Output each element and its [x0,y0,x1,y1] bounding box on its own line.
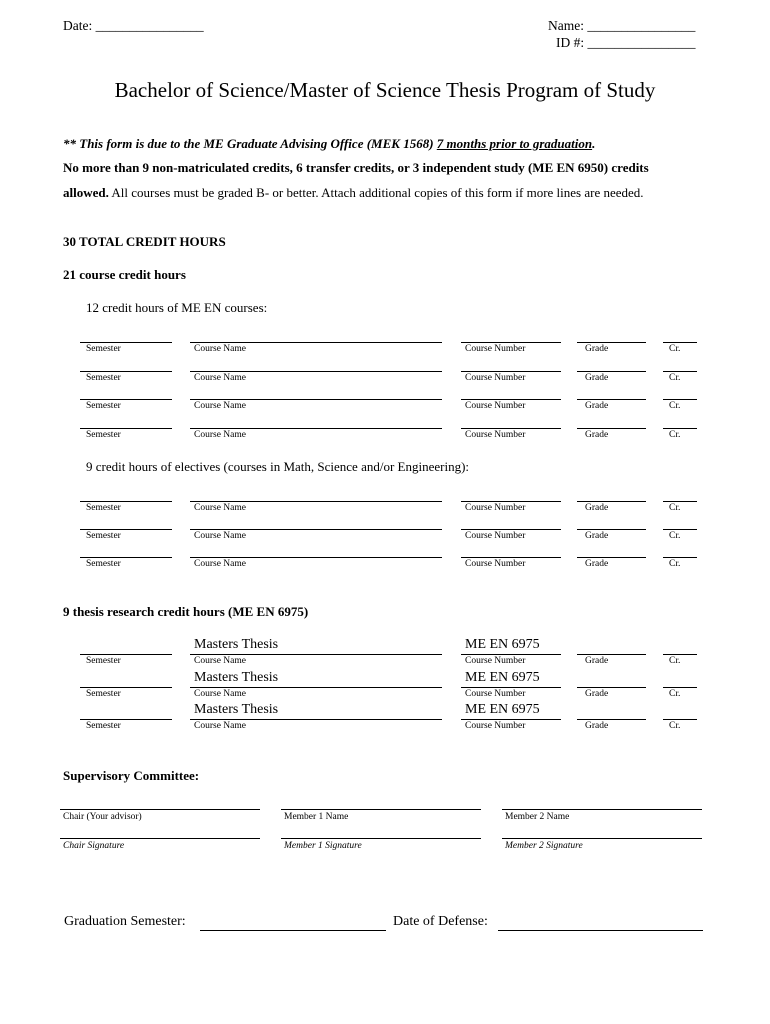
elective-row-1-semester-field[interactable] [80,501,172,502]
elective-row-2-course-name-label: Course Name [194,531,246,541]
thesis-row-1-course-name-field[interactable] [190,654,442,655]
elective-row-1-course-name-label: Course Name [194,503,246,513]
thesis-row-3-grade-label: Grade [585,721,609,731]
meen-row-2-semester-label: Semester [86,372,121,383]
date-field-label: Date: ________________ [63,18,204,33]
meen-row-4-credits-label: Cr. [669,429,681,440]
thesis-row-3-credits-label: Cr. [669,721,681,731]
thesis-row-1-course-number-label: Course Number [465,656,526,666]
thesis-row-1-credits-label: Cr. [669,656,681,666]
thesis-row-1-course-number-value: ME EN 6975 [465,637,540,652]
chair-name-line[interactable] [60,809,260,810]
meen-row-4-grade-label: Grade [585,429,609,440]
elective-row-1-grade-field[interactable] [577,501,646,502]
name-field-label: Name: ________________ [548,18,696,33]
thesis-row-3-course-name-field[interactable] [190,719,442,720]
meen-row-1-grade-field[interactable] [577,342,646,343]
meen-row-1-credits-field[interactable] [663,342,697,343]
elective-row-3-semester-label: Semester [86,559,121,569]
allowed-bold: allowed. [63,185,109,200]
elective-row-3-credits-field[interactable] [663,557,697,558]
due-notice-text: ** This form is due to the ME Graduate Advising Office (MEK 1568) [63,136,437,151]
meen-row-1-course-name-label: Course Name [194,344,246,354]
member1-name-line[interactable] [281,809,481,810]
meen-row-2-course-number-label: Course Number [465,372,526,383]
elective-row-3-grade-label: Grade [585,559,609,569]
defense-date-label: Date of Defense: [393,914,488,929]
committee-heading: Supervisory Committee: [63,768,200,783]
thesis-row-3-course-name-label: Course Name [194,721,246,731]
thesis-row-2-course-number-field[interactable] [461,687,561,688]
meen-row-3-grade-field[interactable] [577,399,646,400]
elective-row-1-course-name-field[interactable] [190,501,442,502]
thesis-row-3-course-number-label: Course Number [465,721,526,731]
meen-row-1-course-name-field[interactable] [190,342,442,343]
meen-row-3-grade-label: Grade [585,401,609,411]
id-field-label: ID #: ________________ [556,35,696,50]
total-credit-heading: 30 TOTAL CREDIT HOURS [63,234,226,249]
meen-row-4-course-name-field[interactable] [190,428,442,429]
elective-row-3-course-number-label: Course Number [465,559,526,569]
elective-row-2-credits-label: Cr. [669,531,681,541]
thesis-row-2-course-number-value: ME EN 6975 [465,669,540,685]
thesis-row-3-semester-field[interactable] [80,719,172,720]
member1-signature-label: Member 1 Signature [284,841,362,851]
thesis-row-3-grade-field[interactable] [577,719,646,720]
meen-row-4-course-number-label: Course Number [465,429,526,440]
credit-limits-line: No more than 9 non-matriculated credits, 6 transfer credits, or 3 independent study (ME EN 6950) credits [63,160,649,175]
elective-row-2-credits-field[interactable] [663,529,697,530]
member2-name-line[interactable] [502,809,702,810]
elective-row-1-credits-field[interactable] [663,501,697,502]
meen-row-4-course-number-field[interactable] [461,428,561,429]
meen-row-4-grade-field[interactable] [577,428,646,429]
thesis-row-3-credits-field[interactable] [663,719,697,720]
meen-row-2-credits-label: Cr. [669,372,681,383]
thesis-row-2-course-number-label: Course Number [465,688,526,699]
thesis-row-2-credits-label: Cr. [669,688,681,699]
due-deadline: 7 months prior to graduation [436,136,593,151]
meen-row-3-semester-label: Semester [86,401,121,411]
thesis-row-1-credits-field[interactable] [663,654,697,655]
thesis-row-2-course-name-field[interactable] [190,687,442,688]
meen-row-1-semester-label: Semester [86,344,121,354]
meen-row-1-grade-label: Grade [585,344,609,354]
thesis-row-1-course-number-field[interactable] [461,654,561,655]
thesis-row-1-course-name-label: Course Name [194,656,246,666]
member2-name-label: Member 2 Name [505,812,570,822]
thesis-row-2-grade-field[interactable] [577,687,646,688]
elective-row-2-course-number-label: Course Number [465,531,526,541]
elective-row-3-credits-label: Cr. [669,559,681,569]
meen-row-3-credits-label: Cr. [669,401,681,411]
elective-row-1-course-number-field[interactable] [461,501,561,502]
meen-row-2-course-number-field[interactable] [461,371,561,372]
thesis-row-3-course-number-value: ME EN 6975 [465,702,540,717]
meen-section-heading: 12 credit hours of ME EN courses: [86,300,268,315]
member1-signature-line[interactable] [281,838,481,839]
meen-row-2-semester-field[interactable] [80,371,172,372]
chair-signature-label: Chair Signature [63,841,125,851]
thesis-row-3-course-name-value: Masters Thesis [194,702,279,717]
meen-row-2-grade-label: Grade [585,372,609,383]
member2-signature-label: Member 2 Signature [505,841,583,851]
due-notice [63,136,595,152]
graduation-semester-label: Graduation Semester: [64,914,186,929]
meen-row-3-course-number-label: Course Number [465,401,526,411]
meen-row-1-course-number-label: Course Number [465,344,526,354]
thesis-row-1-semester-label: Semester [86,656,121,666]
meen-row-3-credits-field[interactable] [663,399,697,400]
elective-row-1-credits-label: Cr. [669,503,681,513]
meen-row-2-course-name-field[interactable] [190,371,442,372]
meen-row-3-course-name-label: Course Name [194,401,246,411]
meen-row-3-semester-field[interactable] [80,399,172,400]
thesis-row-2-semester-field[interactable] [80,687,172,688]
elective-row-1-semester-label: Semester [86,503,121,513]
due-notice-end: . [592,136,596,151]
elective-row-2-course-name-field[interactable] [190,529,442,530]
defense-date-line[interactable] [498,930,703,931]
member2-signature-line[interactable] [502,838,702,839]
meen-row-1-credits-label: Cr. [669,344,681,354]
meen-row-4-credits-field[interactable] [663,428,697,429]
elective-row-2-course-number-field[interactable] [461,529,561,530]
thesis-row-1-grade-label: Grade [585,656,609,666]
thesis-row-2-grade-label: Grade [585,688,609,699]
elective-row-2-grade-label: Grade [585,531,609,541]
elective-row-2-grade-field[interactable] [577,529,646,530]
chair-name-label: Chair (Your advisor) [63,812,142,822]
thesis-row-2-course-name-label: Course Name [194,688,246,699]
elective-row-3-semester-field[interactable] [80,557,172,558]
member1-name-label: Member 1 Name [284,812,349,822]
thesis-row-1-semester-field[interactable] [80,654,172,655]
meen-row-3-course-number-field[interactable] [461,399,561,400]
meen-row-4-course-name-label: Course Name [194,429,246,440]
elective-row-3-grade-field[interactable] [577,557,646,558]
graduation-semester-line[interactable] [200,930,386,931]
elective-section-heading: 9 credit hours of electives (courses in Math, Science and/or Engineering): [86,459,470,474]
meen-row-4-semester-field[interactable] [80,428,172,429]
thesis-row-2-credits-field[interactable] [663,687,697,688]
elective-row-1-grade-label: Grade [585,503,609,513]
elective-row-1-course-number-label: Course Number [465,503,526,513]
thesis-row-1-course-name-value: Masters Thesis [194,637,279,652]
thesis-row-1-grade-field[interactable] [577,654,646,655]
elective-row-3-course-name-label: Course Name [194,559,246,569]
meen-row-2-course-name-label: Course Name [194,372,246,383]
chair-signature-line[interactable] [60,838,260,839]
meen-row-4-semester-label: Semester [86,429,121,440]
meen-row-3-course-name-field[interactable] [190,399,442,400]
course-credit-heading: 21 course credit hours [63,267,186,282]
meen-row-2-grade-field[interactable] [577,371,646,372]
grading-requirements [63,185,644,201]
elective-row-3-course-name-field[interactable] [190,557,442,558]
thesis-row-3-course-number-field[interactable] [461,719,561,720]
thesis-row-2-course-name-value: Masters Thesis [194,669,279,685]
thesis-row-3-semester-label: Semester [86,721,121,731]
elective-row-2-semester-label: Semester [86,531,121,541]
thesis-section-heading: 9 thesis research credit hours (ME EN 6975) [63,604,309,619]
grading-text: All courses must be graded B- or better. Attach additional copies of this form if more lines are needed. [108,185,644,200]
page-title: Bachelor of Science/Master of Science Thesis Program of Study [114,78,656,102]
thesis-row-2-semester-label: Semester [86,688,121,699]
elective-row-3-course-number-field[interactable] [461,557,561,558]
meen-row-1-semester-field[interactable] [80,342,172,343]
meen-row-2-credits-field[interactable] [663,371,697,372]
meen-row-1-course-number-field[interactable] [461,342,561,343]
elective-row-2-semester-field[interactable] [80,529,172,530]
